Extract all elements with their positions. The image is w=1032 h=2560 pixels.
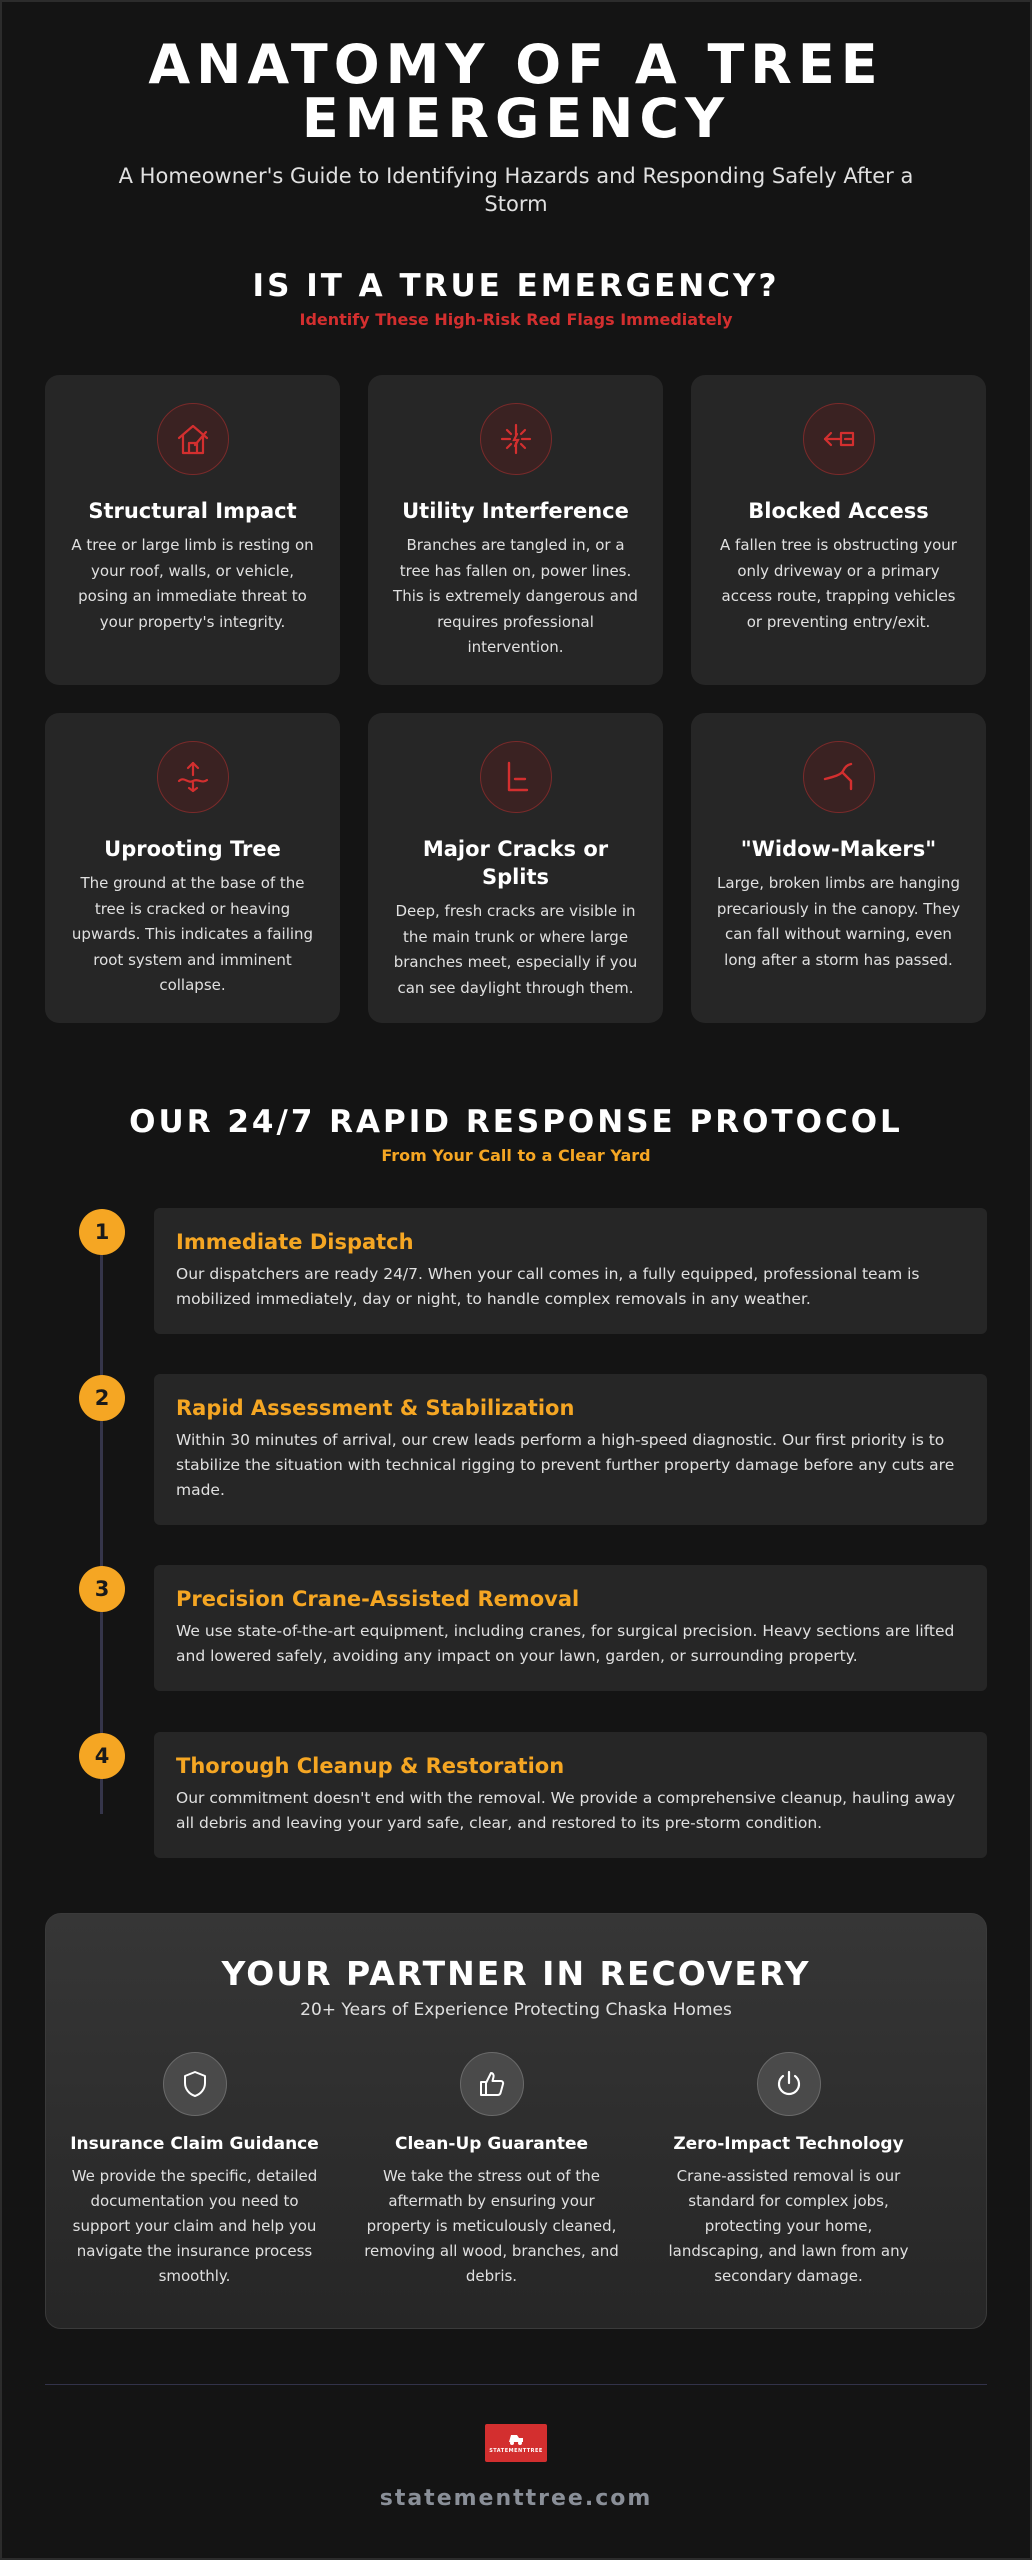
perk-text: We take the stress out of the aftermath by ensuring your property is meticulously cleaned, removing all wood, branches, and debris. bbox=[364, 2167, 619, 2285]
page-subtitle: A Homeowner's Guide to Identifying Hazards and Responding Safely After a Storm bbox=[118, 164, 914, 216]
partner-panel bbox=[45, 1913, 987, 2329]
emergency-heading: IS IT A TRUE EMERGENCY? bbox=[252, 268, 780, 304]
trunk-split-icon bbox=[480, 741, 552, 813]
step-number-badge: 4 bbox=[79, 1733, 125, 1779]
house-damage-icon bbox=[157, 403, 229, 475]
card-text: The ground at the base of the tree is cracked or heaving upwards. This indicates a failing root system and imminent collapse. bbox=[71, 874, 314, 994]
hero bbox=[0, 33, 1032, 218]
card-title: "Widow-Makers" bbox=[740, 837, 937, 861]
partner-perks bbox=[46, 2052, 988, 2289]
partner-tagline: 20+ Years of Experience Protecting Chaska Homes bbox=[300, 2000, 732, 2020]
perk-item bbox=[343, 2052, 640, 2289]
step-title: Thorough Cleanup & Restoration bbox=[176, 1754, 565, 1778]
website-link[interactable]: statementtree.com bbox=[379, 2486, 653, 2511]
step-text: Our dispatchers are ready 24/7. When your call comes in, a fully equipped, professional team is mobilized immediately, day or night, to handle complex removals in any weather. bbox=[176, 1265, 920, 1308]
card-title: Utility Interference bbox=[402, 499, 629, 523]
thumbs-up-icon bbox=[460, 2052, 524, 2116]
perk-title: Clean-Up Guarantee bbox=[394, 2134, 589, 2154]
card-title: Blocked Access bbox=[748, 499, 929, 523]
protocol-subheading: From Your Call to a Clear Yard bbox=[381, 1146, 651, 1165]
step-text: We use state-of-the-art equipment, including cranes, for surgical precision. Heavy sections are lifted and lowered safely, avoiding any impact on your lawn, garden, or surrounding property. bbox=[176, 1622, 955, 1665]
step-title: Precision Crane-Assisted Removal bbox=[176, 1587, 580, 1611]
card-text: A fallen tree is obstructing your only driveway or a primary access route, trapping vehicles or preventing entry/exit. bbox=[720, 536, 957, 631]
emergency-section-header bbox=[0, 268, 1032, 330]
emergency-subheading: Identify These High-Risk Red Flags Immediately bbox=[299, 310, 733, 329]
red-flag-card bbox=[691, 375, 986, 685]
protocol-heading: OUR 24/7 RAPID RESPONSE PROTOCOL bbox=[129, 1104, 903, 1140]
protocol-step bbox=[154, 1208, 987, 1334]
card-title: Uprooting Tree bbox=[104, 837, 281, 861]
red-flag-cards bbox=[45, 375, 987, 1023]
step-number-badge: 3 bbox=[79, 1566, 125, 1612]
card-title: Structural Impact bbox=[88, 499, 297, 523]
perk-title: Zero-Impact Technology bbox=[673, 2134, 904, 2154]
power-spark-icon bbox=[480, 403, 552, 475]
broken-limb-icon bbox=[803, 741, 875, 813]
perk-item bbox=[640, 2052, 937, 2289]
company-logo[interactable] bbox=[485, 2424, 547, 2462]
logo-text: STATEMENTTREE bbox=[489, 2448, 543, 2454]
perk-text: Crane-assisted removal is our standard for complex jobs, protecting your home, landscaping, and lawn from any secondary damage. bbox=[668, 2167, 909, 2285]
perk-title: Insurance Claim Guidance bbox=[70, 2134, 319, 2154]
perk-item bbox=[46, 2052, 343, 2289]
step-text: Within 30 minutes of arrival, our crew leads perform a high-speed diagnostic. Our first priority is to stabilize the situation with technical rigging to prevent further property damage before any cuts are made. bbox=[176, 1431, 955, 1499]
card-title: Major Cracks or Splits bbox=[422, 837, 609, 889]
timeline-line bbox=[100, 1232, 103, 1814]
red-flag-card bbox=[45, 375, 340, 685]
protocol-section-header bbox=[0, 1104, 1032, 1166]
uprooting-icon bbox=[157, 741, 229, 813]
card-text: Deep, fresh cracks are visible in the main trunk or where large branches meet, especially if you can see daylight through them. bbox=[393, 902, 638, 997]
step-number-badge: 1 bbox=[79, 1209, 125, 1255]
red-flag-card bbox=[368, 713, 663, 1023]
red-flag-card bbox=[45, 713, 340, 1023]
step-title: Rapid Assessment & Stabilization bbox=[176, 1396, 575, 1420]
step-number-badge: 2 bbox=[79, 1375, 125, 1421]
partner-heading: YOUR PARTNER IN RECOVERY bbox=[221, 1954, 811, 1993]
shield-icon bbox=[163, 2052, 227, 2116]
perk-text: We provide the specific, detailed documentation you need to support your claim and help you navigate the insurance process smoothly. bbox=[71, 2167, 318, 2285]
red-flag-card bbox=[368, 375, 663, 685]
power-icon bbox=[757, 2052, 821, 2116]
tree-truck-icon bbox=[507, 2432, 525, 2446]
protocol-step bbox=[154, 1732, 987, 1858]
protocol-step bbox=[154, 1565, 987, 1691]
protocol-step bbox=[154, 1374, 987, 1525]
step-title: Immediate Dispatch bbox=[176, 1230, 414, 1254]
page-title: ANATOMY OF A TREE EMERGENCY bbox=[148, 33, 884, 150]
card-text: Branches are tangled in, or a tree has fallen on, power lines. This is extremely dangerous and requires professional intervention. bbox=[393, 536, 638, 656]
step-text: Our commitment doesn't end with the removal. We provide a comprehensive cleanup, hauling away all debris and leaving your yard safe, clear, and restored to its pre-storm condition. bbox=[176, 1789, 956, 1832]
card-text: Large, broken limbs are hanging precariously in the canopy. They can fall without warning, even long after a storm has passed. bbox=[716, 874, 961, 969]
footer-divider bbox=[45, 2384, 987, 2385]
card-text: A tree or large limb is resting on your roof, walls, or vehicle, posing an immediate threat to your property's integrity. bbox=[71, 536, 314, 631]
blocked-exit-icon bbox=[803, 403, 875, 475]
red-flag-card bbox=[691, 713, 986, 1023]
